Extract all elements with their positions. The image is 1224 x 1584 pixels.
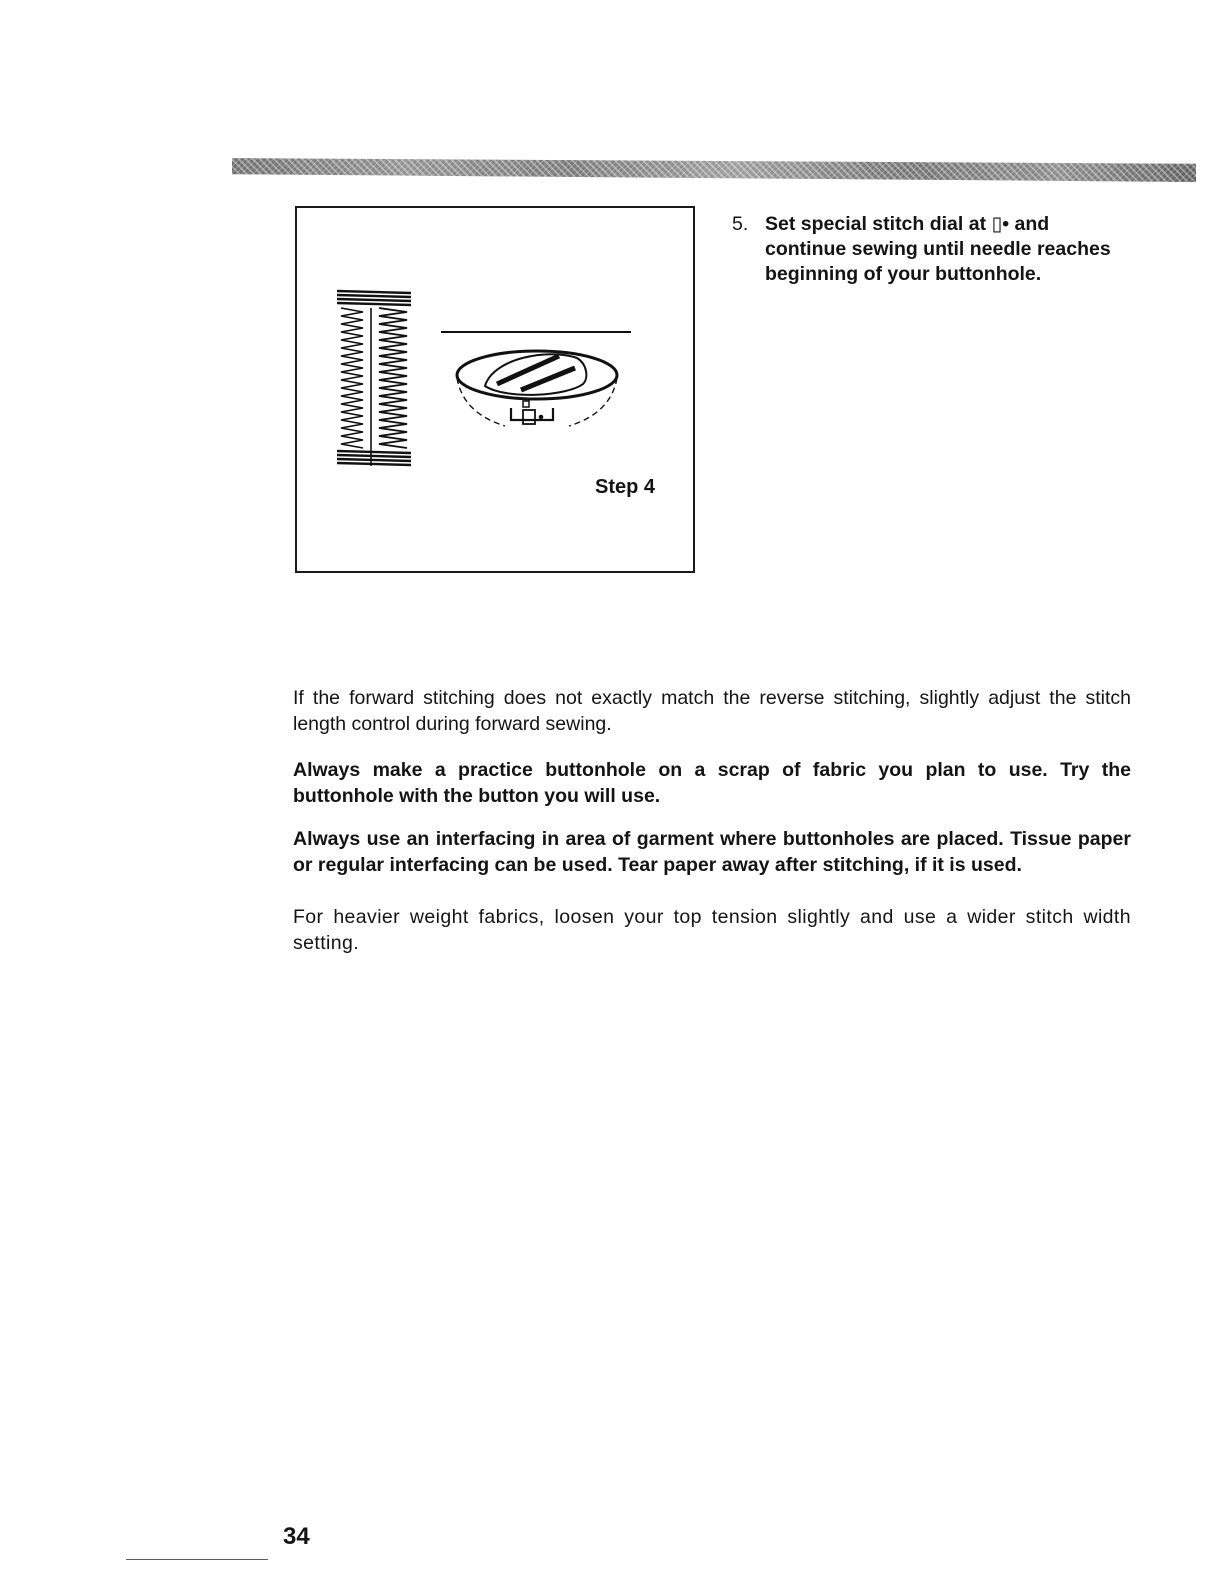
special-stitch-dial-icon bbox=[457, 351, 617, 426]
header-band bbox=[232, 156, 1196, 182]
figure-caption: Step 4 bbox=[595, 476, 656, 498]
bar-tack-bottom bbox=[337, 451, 411, 465]
paragraph-practice: Always make a practice buttonhole on a scrap of fabric you plan to use. Try the buttonhole with the button you will use. bbox=[293, 758, 1131, 807]
zigzag-left bbox=[341, 308, 363, 448]
zigzag-right bbox=[379, 308, 407, 448]
step-number: 5. bbox=[732, 213, 749, 235]
buttonhole-diagram bbox=[297, 208, 693, 571]
bar-tack-top bbox=[337, 291, 411, 305]
paragraph-interfacing: Always use an interfacing in area of garment where buttonholes are placed. Tissue paper or regular interfacing can be used. Tear paper away after stitching, if it is used. bbox=[293, 827, 1131, 876]
step-text: Set special stitch dial at ▯• and continue sewing until needle reaches beginning of your buttonhole. bbox=[765, 213, 1111, 285]
paragraph-stitch-adjust: If the forward stitching does not exactly match the reverse stitching, slightly adjust the stitch length control during forward sewing. bbox=[293, 686, 1131, 735]
page-number: 34 bbox=[283, 1523, 310, 1550]
step-4-illustration bbox=[295, 206, 695, 573]
paragraph-heavy-fabrics: For heavier weight fabrics, loosen your top tension slightly and use a wider stitch width setting. bbox=[293, 905, 1131, 954]
footer-rule bbox=[126, 1559, 268, 1560]
